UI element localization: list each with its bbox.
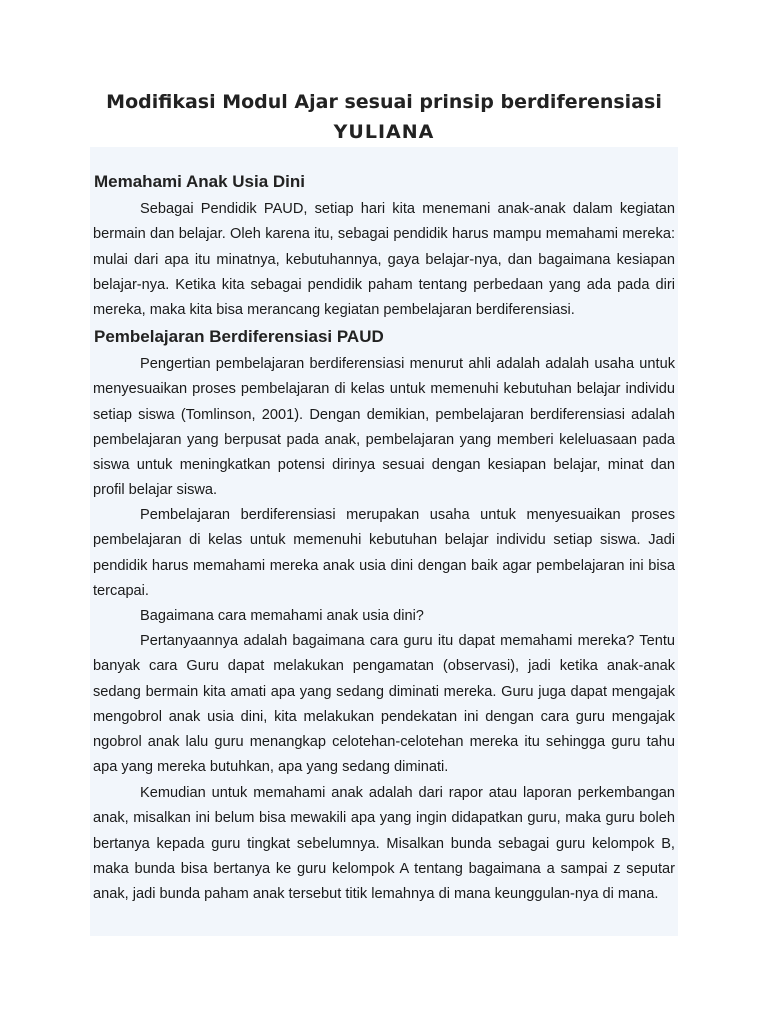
paragraph: Kemudian untuk memahami anak adalah dari rapor atau laporan perkembangan anak, misalkan ini belum bisa mewakili apa yang ingin didapatkan guru, maka guru boleh bertanya kepada guru tingkat sebelumnya. Misalkan bunda sebagai guru kelompok B, maka bunda bisa bertanya ke guru kelompok A tentang bagaimana a sampai z seputar anak, jadi bunda paham anak tersebut titik lemahnya di mana keunggulan-nya di mana. (93, 785, 675, 903)
paragraph: Pertanyaannya adalah bagaimana cara guru itu dapat memahami mereka? Tentu banyak cara Guru dapat melakukan pengamatan (observasi), jadi ketika anak-anak sedang bermain kita amati apa yang sedang diminati mereka. Guru juga dapat mengajak mengobrol anak usia dini, kita melakukan pendekatan ini dengan cara guru mengajak ngobrol anak lalu guru menangkap celotehan-celotehan mereka itu sehingga guru tahu apa yang mereka butuhkan, apa yang sedang diminati. (93, 633, 675, 776)
paragraph: Sebagai Pendidik PAUD, setiap hari kita menemani anak-anak dalam kegiatan bermain dan belajar. Oleh karena itu, sebagai pendidik harus mampu memahami mereka: mulai dari apa itu minatnya, kebutuhannya, gaya belajar-nya, dan bagaimana kesiapan belajar-nya. Ketika kita sebagai pendidik paham tentang perbedaan yang ada pada diri mereka, maka kita bisa merancang kegiatan pembelajaran berdiferensiasi. (93, 201, 675, 319)
section-heading-pembelajaran: Pembelajaran Berdiferensiasi PAUD (94, 327, 384, 346)
section-heading-memahami: Memahami Anak Usia Dini (94, 172, 305, 191)
document-author: YULIANA (333, 121, 435, 143)
paragraph: Pengertian pembelajaran berdiferensiasi menurut ahli adalah adalah usaha untuk menyesuaikan proses pembelajaran di kelas untuk memenuhi kebutuhan belajar individu setiap siswa (Tomlinson, 2001). Dengan demikian, pembelajaran berdiferensiasi adalah pembelajaran yang berpusat pada anak, pembelajaran yang memberi keleluasaan pada siswa untuk meningkatkan potensi dirinya sesuai dengan kesiapan belajar, minat dan profil belajar siswa. (93, 356, 675, 499)
paragraph-question: Bagaimana cara memahami anak usia dini? (140, 608, 424, 624)
document-title: Modifikasi Modul Ajar sesuai prinsip berdiferensiasi (106, 91, 662, 113)
paragraph: Pembelajaran berdiferensiasi merupakan usaha untuk menyesuaikan proses pembelajaran di kelas untuk memenuhi kebutuhan belajar individu setiap siswa. Jadi pendidik harus memahami mereka anak usia dini dengan baik agar pembelajaran ini bisa tercapai. (93, 507, 675, 599)
